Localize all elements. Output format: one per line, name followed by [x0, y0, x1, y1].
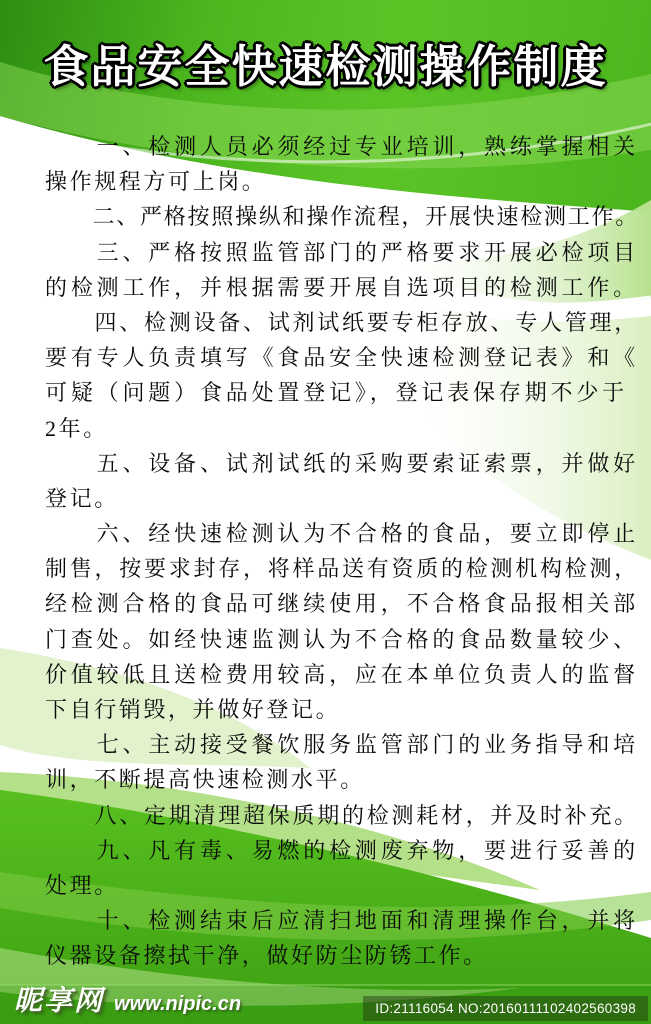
text-line: 九、凡有毒、易燃的检测废弃物，要进行妥善的 [45, 837, 640, 863]
text-line: 二、严格按照操纵和操作流程，开展快速检测工作。 [45, 204, 640, 230]
text-line: 可疑（问题）食品处置登记》，登记表保存期不少于 [45, 380, 629, 406]
text-line: 操作规程方可上岗。 [45, 169, 267, 195]
poster-title: 食品安全快速检测操作制度 [43, 41, 608, 92]
text-line: 八、定期清理超保质期的检测耗材，并及时补充。 [45, 802, 640, 828]
text-line: 的检测工作，并根据需要开展自选项目的检测工作。 [45, 274, 640, 300]
text-line: 十、检测结束后应清扫地面和清理操作台，并将 [45, 908, 640, 934]
text-line: 三、严格按照监管部门的严格要求开展必检项目 [45, 239, 640, 265]
text-line: 一、检测人员必须经过专业培训，熟练掌握相关 [45, 134, 640, 159]
text-line: 训，不断提高快速检测水平。 [45, 767, 365, 793]
text-line: 五、设备、试剂试纸的采购要索证索票，并做好 [45, 450, 640, 476]
watermark-logo: 昵享网 [14, 985, 105, 1016]
image-id-badge: ID:21116054 NO:20160111102402560398 [363, 996, 648, 1021]
text-line: 制售，按要求封存，将样品送有资质的检测机构检测， [45, 556, 640, 582]
text-line: 价值较低且送检费用较高，应在本单位负责人的监督 [45, 661, 640, 687]
text-line: 六、经快速检测认为不合格的食品，要立即停止 [45, 521, 640, 547]
text-line: 经检测合格的食品可继续使用，不合格食品报相关部 [45, 591, 640, 617]
text-line: 四、检测设备、试剂试纸要专柜存放、专人管理， [45, 309, 640, 335]
text-line: 下自行销毁，并做好登记。 [45, 697, 341, 722]
text-line: 2年。 [45, 415, 108, 441]
text-line: 要有专人负责填写《食品安全快速检测登记表》和《 [45, 345, 640, 371]
regulation-text [45, 129, 639, 974]
text-line: 仪器设备擦拭干净，做好防尘防锈工作。 [45, 943, 488, 969]
watermark [14, 979, 241, 1019]
text-line: 登记。 [45, 485, 119, 511]
text-line: 门查处。如经快速监测认为不合格的食品数量较少、 [45, 626, 640, 652]
text-line: 七、主动接受餐饮服务监管部门的业务指导和培 [45, 732, 640, 758]
text-line: 处理。 [45, 872, 119, 898]
watermark-url: www.nipic.cn [114, 993, 242, 1015]
